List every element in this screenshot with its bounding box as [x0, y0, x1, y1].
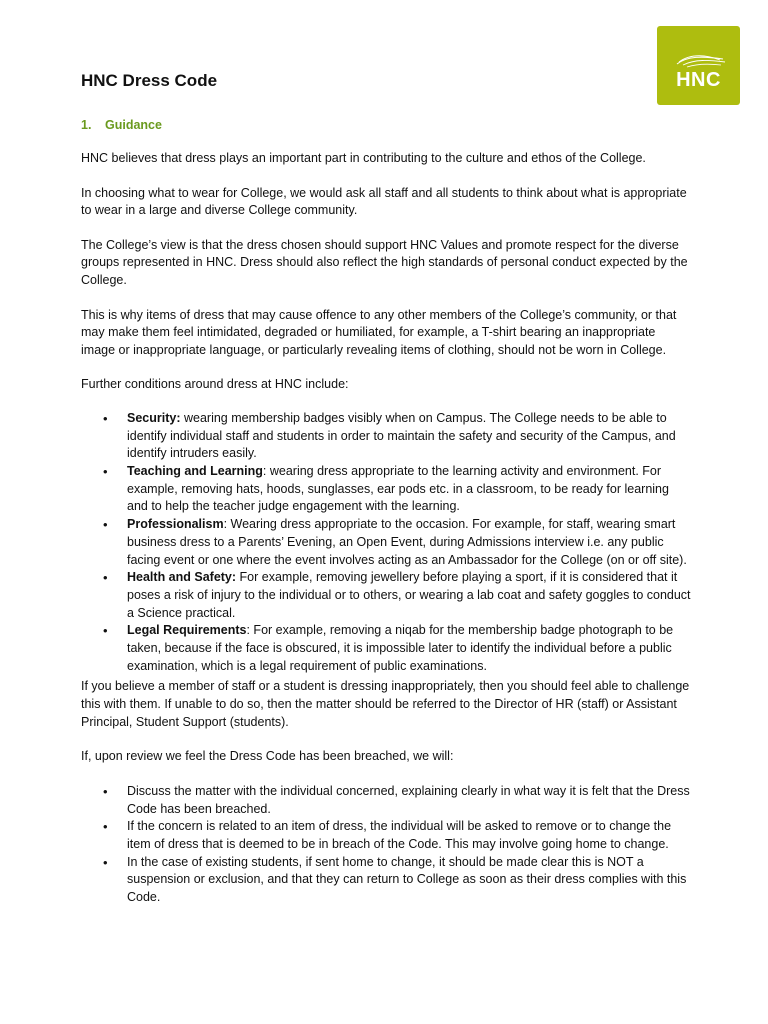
section-heading: [81, 116, 691, 134]
list-item: [81, 463, 691, 516]
paragraph-intro: HNC believes that dress plays an important part in contributing to the culture and ethos of the College.: [81, 151, 646, 165]
section-number: 1.: [81, 118, 92, 132]
bullet-icon: •: [103, 410, 108, 426]
conditions-list: [81, 410, 691, 676]
bullet-icon: •: [103, 854, 108, 870]
list-item: [81, 569, 691, 622]
paragraph-breach-intro: If, upon review we feel the Dress Code has been breached, we will:: [81, 749, 454, 764]
action-text: If the concern is related to an item of dress, the individual will be asked to remove or to change the item of dress that is deemed to be in breach of the Code. This may involve going home to change.: [127, 819, 672, 851]
bullet-icon: •: [103, 570, 108, 586]
list-item: [81, 516, 691, 569]
section-title: Guidance: [105, 118, 162, 132]
paragraph-report: If you believe a member of staff or a student is dressing inappropriately, then you should feel able to challenge this with them. If unable to do so, then the matter should be referred to the Director of HR (staff) or Assistant Principal, Student Support (students).: [81, 679, 690, 729]
paragraph-conditions-intro: Further conditions around dress at HNC include:: [81, 377, 349, 392]
paragraph-offence: This is why items of dress that may cause offence to any other members of the College’s community, or that may make them feel intimidated, degraded or humiliated, for example, a T-shirt bearing an inappropriate image or inappropriate language, or particularly revealing items of clothing, should not be worn in College.: [81, 307, 677, 357]
document-body: [81, 70, 691, 907]
list-item: [81, 622, 691, 675]
condition-text: : Wearing dress appropriate to the occasion. For example, for staff, wearing smart business dress to a Parents’ Evening, an Open Event, during Admissions interview i.e. any public facing event or one where the event involves acting as an Ambassador for the College (on or off site).: [127, 517, 687, 567]
bullet-icon: •: [103, 623, 108, 639]
list-item: [81, 818, 691, 853]
condition-text: wearing membership badges visibly when on Campus. The College needs to be able to identify individual staff and students in order to maintain the safety and security of the Campus, and identify intruders easily.: [127, 410, 676, 461]
paragraph-choosing: In choosing what to wear for College, we would ask all staff and all students to think about what is appropriate to wear in a large and diverse College community.: [81, 185, 687, 218]
bullet-icon: •: [103, 464, 108, 480]
condition-term: Teaching and Learning: [127, 464, 263, 479]
action-text: In the case of existing students, if sent home to change, it should be made clear this is NOT a suspension or exclusion, and that they can return to College as soon as their dress complies with this Code.: [127, 854, 687, 905]
condition-term: Security:: [127, 410, 181, 425]
document-title: HNC Dress Code: [81, 71, 218, 90]
paragraph-view: The College’s view is that the dress chosen should support HNC Values and promote respect for the diverse groups represented in HNC. Dress should also reflect the high standards of personal conduct expected by the College.: [81, 237, 688, 287]
bullet-icon: •: [103, 783, 108, 799]
list-item: [81, 783, 691, 818]
bullet-icon: •: [103, 819, 108, 835]
list-item: [81, 854, 691, 907]
condition-term: Professionalism: [127, 517, 224, 532]
condition-term: Health and Safety:: [127, 570, 237, 585]
condition-text: For example, removing jewellery before playing a sport, if it is considered that it poses a risk of injury to the individual or to others, or wearing a lab coat and safety goggles to conduct a Science practical.: [127, 570, 691, 620]
action-text: Discuss the matter with the individual concerned, explaining clearly in what way it is felt that the Dress Code has been breached.: [127, 783, 690, 816]
bullet-icon: •: [103, 517, 108, 533]
breach-actions-list: [81, 783, 691, 907]
condition-text: : For example, removing a niqab for the membership badge photograph to be taken, because if the face is obscured, it is impossible later to identify the individual before a public examination, which is a legal requirement of public examinations.: [127, 623, 674, 673]
condition-term: Legal Requirements: [127, 623, 247, 638]
condition-text: : wearing dress appropriate to the learning activity and environment. For example, removing hats, hoods, sunglasses, ear pods etc. in a classroom, to be ready for learning and to help the teacher judge engagement with the learning.: [127, 464, 669, 514]
logo-text: HNC: [676, 69, 721, 91]
list-item: [81, 410, 691, 463]
